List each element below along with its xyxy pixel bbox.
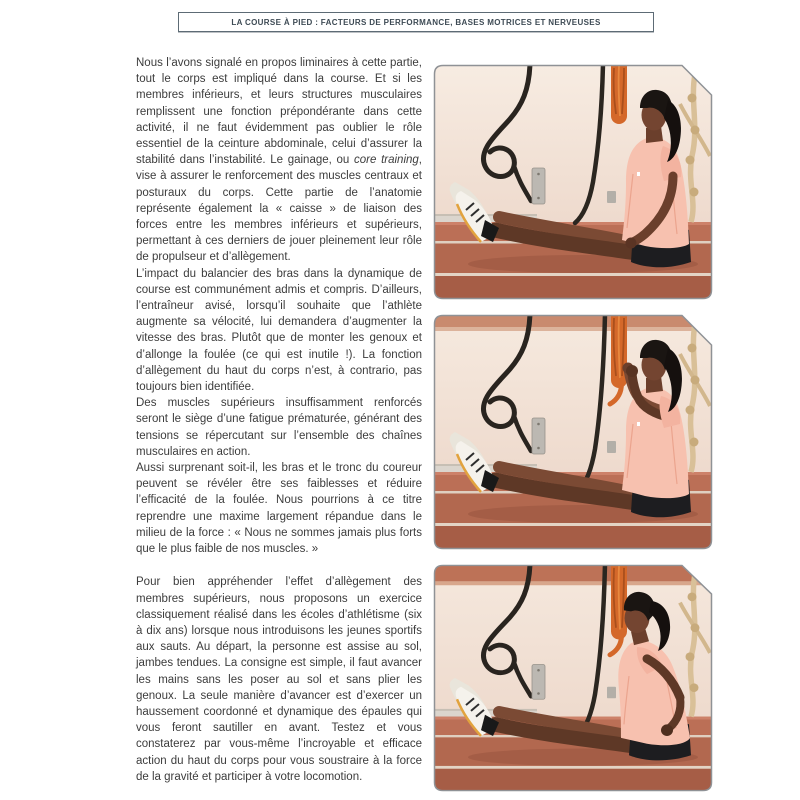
orange-rope-coil	[614, 64, 624, 116]
wall-fixture	[607, 191, 616, 203]
upper-track-band	[433, 314, 713, 331]
exercise-photo-1	[433, 64, 713, 300]
running-header	[178, 12, 654, 32]
exercise-photo-3	[433, 564, 713, 792]
paragraph-maxime-force: Aussi surprenant soit-il, les bras et le tronc du coureur peuvent se révéler être ses faiblesses et réduire l’efficacité de la foulée. Nous pourrions à ce titre reprendre une maxime largement répandue dans le milieu de la force : « Nous ne sommes jamais plus forts que le plus faible de nos muscles. »	[136, 462, 422, 556]
exercise-photo-2	[433, 314, 713, 550]
photo-column	[433, 64, 713, 800]
upper-track-band	[433, 564, 713, 585]
hand-fist	[661, 724, 673, 736]
hand-fist	[626, 365, 638, 377]
paragraph-exercice-allegement: Pour bien appréhender l’effet d’allègement des membres supérieurs, nous proposons un exercice classiquement réalisé dans les écoles d’athlétisme (six à dix ans) lorsque nous introduisons les jeunes sportifs aux sauts. Au départ, la personne est assise au sol, jambes tendues. La consigne est simple, il faut avancer les mains sans les poser au sol et sans plier les genoux. La seule manière d’avancer est d’exercer un haussement coordonné et dynamique des épaules qui vous feront sautiller en avant. Testez et vous constaterez par vous-même l’incroyable et efficace action du haut du corps pour vous soustraire à la force de la gravité et participer à votre locomotion.	[136, 576, 422, 783]
paragraph-muscles-superieurs: Des muscles supérieurs insuffisamment renforcés seront le siège d’une fatigue prématurée, générant des tensions se répercutant sur l’ensemble des chaînes musculaires en action.	[136, 397, 422, 458]
running-header-title: LA COURSE À PIED : FACTEURS DE PERFORMANCE, BASES MOTRICES ET NERVEUSES	[231, 17, 601, 27]
exercise-photo-3-graphic	[433, 564, 713, 792]
exercise-photo-1-graphic	[433, 64, 713, 300]
wall-bracket	[532, 664, 545, 699]
wall-fixture	[607, 687, 616, 699]
wall-bracket	[532, 168, 545, 204]
body-text-column	[136, 55, 422, 785]
paragraph-balancier-bras: L’impact du balancier des bras dans la dynamique de course est communément admis et compris. D’ailleurs, l’entraîneur avisé, lorsqu’il souhaite que l’athlète augmente sa vélocité, lui demandera d’augmenter la vitesse des bras. Plutôt que de monter les genoux et d’allonge la foulée (ce qui est inutile !). La fonction d’allègement du haut du corps n’est, à contrario, pas toujours bien identifiée.	[136, 267, 422, 394]
paragraph-core-training: Nous l’avons signalé en propos liminaires à cette partie, tout le corps est impliqué dans la course. Et si les membres inférieurs, et leurs structures musculaires remplissent une fonction prépondérante dans cette activité, il ne faut évidemment pas oublier le rôle essentiel de la ceinture abdominale, celui d’assurer la stabilité dans l’instabilité. Le gainage, ou core training, vise à assurer le renforcement des muscles centraux et posturaux du corps. Cette partie de l’anatomie représente également la « caisse » de liaison des forces entre les membres inférieurs et supérieurs, permettant à ces derniers de jouer pleinement leur rôle de propulseur et d’allègement.	[136, 57, 422, 264]
wall-bracket	[532, 418, 545, 454]
exercise-photo-2-graphic	[433, 314, 713, 550]
hand-fist	[626, 238, 637, 249]
wall-fixture	[607, 441, 616, 453]
